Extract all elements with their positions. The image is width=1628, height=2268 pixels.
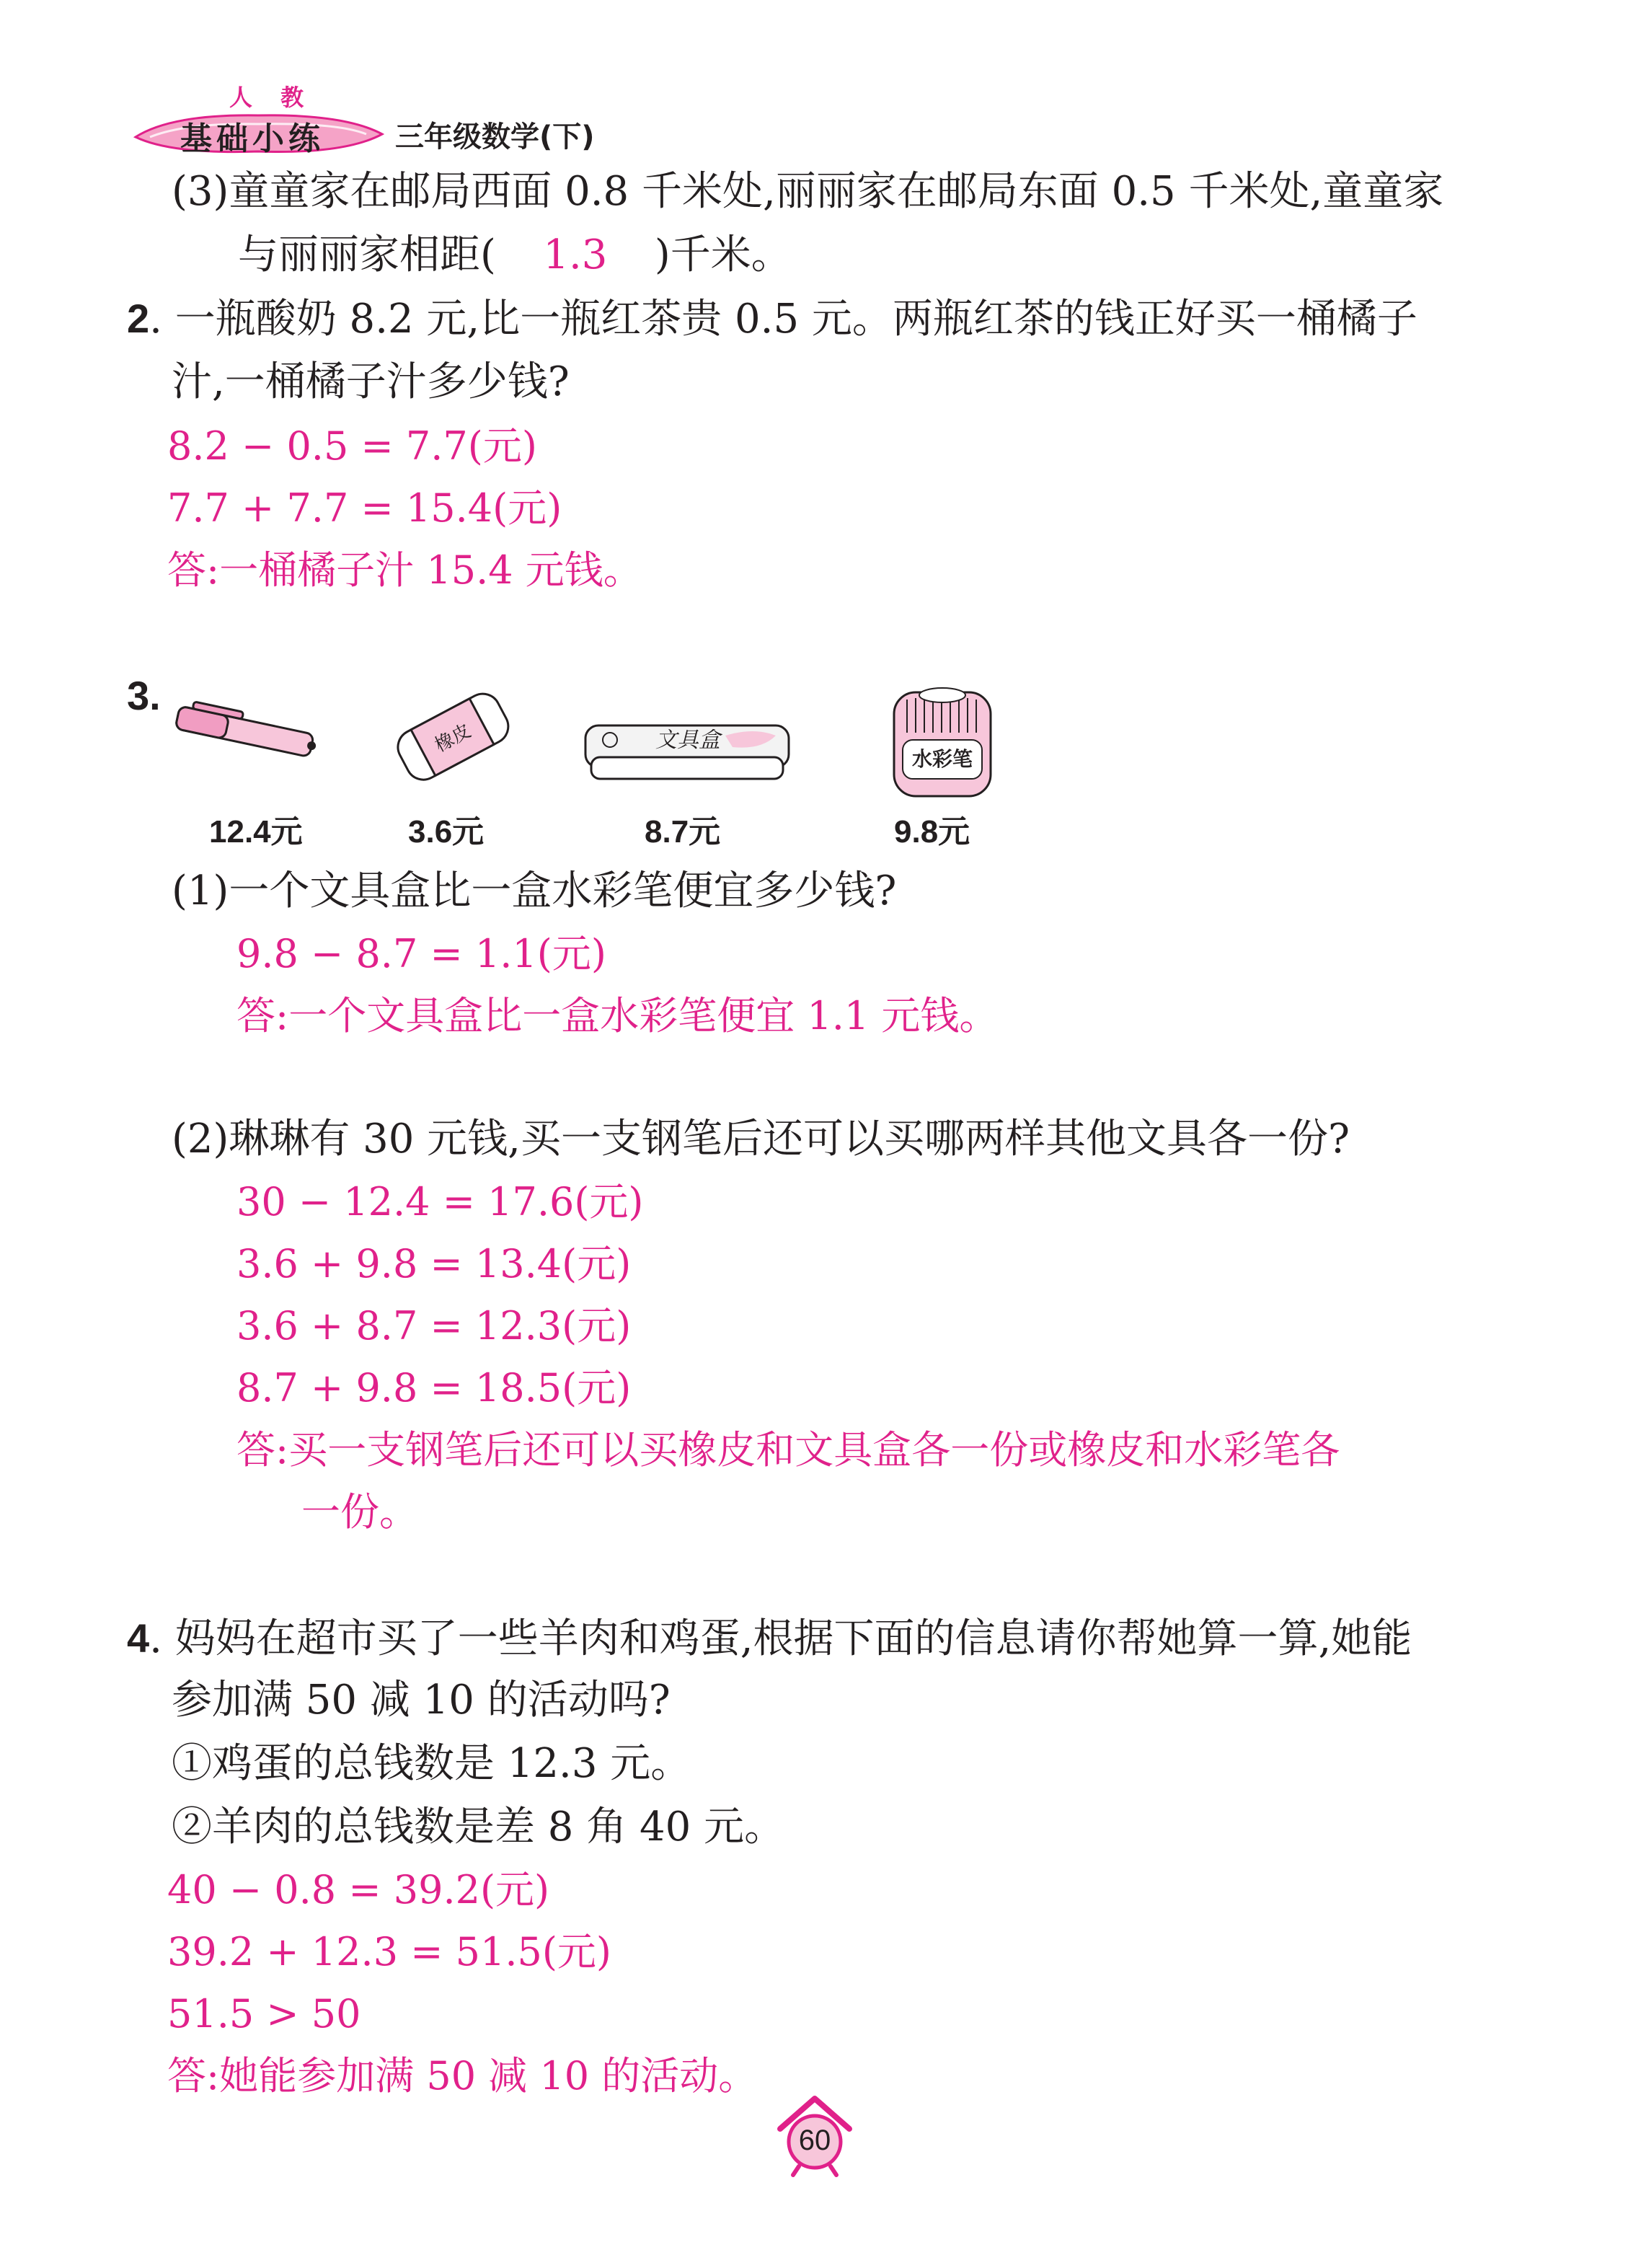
q3-number-value: 3 — [127, 673, 150, 718]
q2-answer-1: 8.2 − 0.5 = 7.7(元) — [167, 423, 537, 469]
pencil-box-label: 文具盒 — [655, 728, 720, 753]
q1-3-line2 — [238, 231, 792, 278]
q2-text1: . 一瓶酸奶 8.2 元,比一瓶红茶贵 0.5 元。两瓶红茶的钱正好买一桶橘子 — [149, 296, 1417, 343]
watercolor-pens-icon — [890, 682, 995, 800]
q1-3-line1: (3)童童家在邮局西面 0.8 千米处,丽丽家在邮局东面 0.5 千米处,童童家 — [172, 168, 1444, 215]
q3-sub1-question: (1)一个文具盒比一盒水彩笔便宜多少钱? — [172, 868, 897, 914]
watercolor-pens-price: 9.8元 — [894, 814, 970, 850]
q3-sub2-answer-4: 8.7 + 9.8 = 18.5(元) — [236, 1365, 632, 1411]
q4-info-2: ②羊肉的总钱数是差 8 角 40 元。 — [172, 1804, 785, 1850]
q2-number: 2 — [127, 296, 150, 341]
q4-answer-4: 答:她能参加满 50 减 10 的活动。 — [167, 2053, 758, 2099]
q2-answer-2: 7.7 + 7.7 = 15.4(元) — [167, 485, 562, 531]
q4-answer-1: 40 − 0.8 = 39.2(元) — [167, 1867, 550, 1912]
q4-line1 — [127, 1615, 1412, 1662]
series-title: 基础小练 — [180, 120, 324, 157]
q3-sub2-answer-5: 答:买一支钢笔后还可以买橡皮和文具盒各一份或橡皮和水彩笔各 — [236, 1427, 1340, 1473]
q3-sub1-answer-1: 9.8 − 8.7 = 1.1(元) — [236, 931, 606, 976]
edition-label: 人 教 — [229, 84, 314, 111]
pencil-box-icon — [581, 714, 793, 786]
q3-number: 3. — [127, 673, 161, 718]
eraser-label: 橡皮 — [431, 720, 475, 757]
q1-3-answer: 1.3 — [543, 231, 608, 278]
q3-sub2-answer-3: 3.6 + 8.7 = 12.3(元) — [236, 1303, 632, 1349]
q3-sub2-answer-1: 30 − 12.4 = 17.6(元) — [236, 1179, 644, 1225]
q4-info-1: ①鸡蛋的总钱数是 12.3 元。 — [172, 1740, 691, 1787]
q4-answer-3: 51.5 > 50 — [167, 1991, 361, 2037]
q2-line1 — [127, 296, 1417, 343]
q1-3-line2-before: 与丽丽家相距( — [238, 231, 496, 278]
grade-title: 三年级数学(下) — [395, 120, 595, 154]
q2-answer-3: 答:一桶橘子汁 15.4 元钱。 — [167, 547, 642, 593]
q3-sub2-question: (2)琳琳有 30 元钱,买一支钢笔后还可以买哪两样其他文具各一份? — [172, 1116, 1350, 1162]
q3-sub2-answer-6: 一份。 — [301, 1489, 418, 1535]
eraser-icon — [388, 681, 516, 789]
q4-line2: 参加满 50 减 10 的活动吗? — [172, 1677, 671, 1724]
page-number-badge — [770, 2091, 859, 2179]
q4-answer-2: 39.2 + 12.3 = 51.5(元) — [167, 1929, 611, 1974]
pen-price: 12.4元 — [209, 814, 303, 850]
q4-number: 4 — [127, 1615, 150, 1661]
q3-sub1-answer-2: 答:一个文具盒比一盒水彩笔便宜 1.1 元钱。 — [236, 993, 999, 1038]
page-number: 60 — [798, 2124, 831, 2156]
q2-line2: 汁,一桶橘子汁多少钱? — [172, 358, 570, 405]
q1-3-line2-after: )千米。 — [654, 231, 792, 278]
pen-icon — [167, 697, 333, 769]
q3-sub2-answer-2: 3.6 + 9.8 = 13.4(元) — [236, 1241, 632, 1287]
eraser-price: 3.6元 — [408, 814, 485, 850]
q4-text1: . 妈妈在超市买了一些羊肉和鸡蛋,根据下面的信息请你帮她算一算,她能 — [149, 1615, 1412, 1662]
pencil-box-price: 8.7元 — [645, 814, 721, 850]
watercolor-label: 水彩笔 — [911, 747, 973, 771]
